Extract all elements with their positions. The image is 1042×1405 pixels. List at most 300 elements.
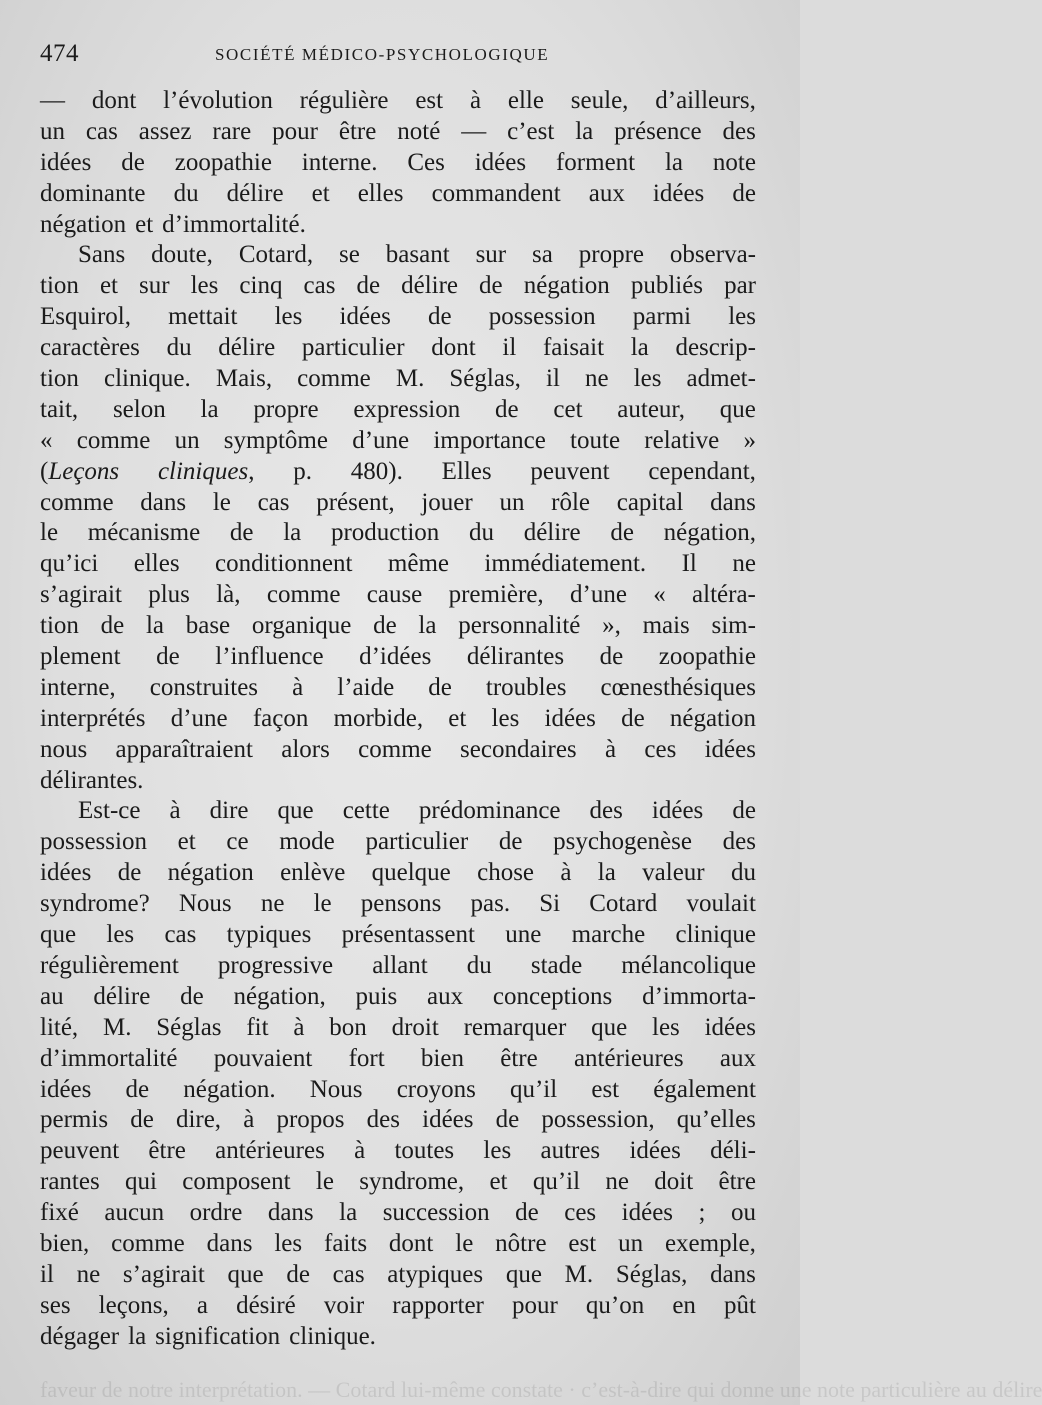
word: comme: [297, 365, 371, 393]
word: de: [498, 828, 523, 856]
word: faisait: [542, 334, 605, 362]
word: à: [604, 735, 617, 763]
text-line: [40, 1291, 756, 1322]
word: dire: [209, 797, 249, 825]
word: qu’on: [585, 1291, 645, 1319]
word: mécanisme: [87, 519, 201, 547]
word: il: [502, 334, 517, 362]
word: Sans: [78, 241, 126, 269]
word: un: [618, 1229, 644, 1257]
word: d’idées: [359, 643, 432, 671]
word: de: [130, 1106, 154, 1134]
word: sur: [139, 272, 170, 300]
word: dont: [91, 87, 137, 114]
word: autres: [540, 1137, 601, 1165]
word: immédiatement.: [484, 550, 647, 578]
word: rôle: [551, 488, 591, 516]
word: basant: [385, 241, 450, 269]
text-line: [40, 364, 756, 395]
word: comme: [111, 1229, 185, 1257]
word: déli-: [710, 1137, 756, 1165]
word: ordre: [189, 1199, 243, 1227]
word: bon: [329, 1013, 367, 1041]
word: propre: [578, 241, 645, 269]
word: cet: [553, 395, 583, 423]
word: à: [169, 797, 181, 825]
word: M.: [564, 1260, 594, 1288]
word: Séglas,: [449, 365, 521, 393]
text-line: [40, 117, 756, 148]
word: interprétés: [40, 704, 146, 732]
word: cette: [342, 797, 390, 825]
text-line: [40, 395, 756, 426]
running-title: SOCIÉTÉ MÉDICO-PSYCHOLOGIQUE: [215, 45, 550, 64]
word: jouer: [421, 488, 473, 516]
word: négation.: [183, 1075, 276, 1103]
text-line: [40, 86, 756, 117]
word: à: [292, 673, 304, 701]
word: la: [339, 1199, 358, 1227]
word: rantes: [40, 1168, 100, 1196]
word: cinq: [239, 272, 283, 300]
word: des: [366, 1106, 400, 1134]
word: nôtre: [495, 1229, 547, 1257]
word: l’aide: [337, 673, 395, 701]
word: cas: [257, 488, 290, 516]
word: de: [495, 1106, 520, 1134]
word: mélancolique: [621, 951, 756, 979]
word: négation,: [233, 982, 326, 1010]
text-line: [40, 1167, 756, 1198]
word: idées: [621, 1199, 674, 1227]
page-number: 474: [40, 40, 79, 67]
text-line: [40, 179, 756, 210]
word: ses: [40, 1291, 71, 1319]
text-line: [40, 1044, 756, 1075]
word: particulier: [365, 828, 469, 856]
word: voulait: [686, 890, 756, 918]
word: de: [599, 643, 624, 671]
word: Mais,: [215, 365, 273, 393]
word: interne,: [40, 673, 116, 701]
word: d’ailleurs,: [655, 87, 756, 114]
word: forment: [555, 148, 636, 176]
word: il: [546, 365, 560, 393]
word: façon: [252, 704, 309, 732]
word: idées: [422, 1106, 474, 1134]
word: Elles: [441, 457, 492, 485]
text-line: [40, 1075, 756, 1106]
word: la: [200, 395, 219, 423]
word: présent,: [316, 488, 395, 516]
word: expression: [353, 395, 461, 423]
word: ne: [732, 550, 756, 578]
word: de: [125, 1075, 150, 1103]
word: ces: [564, 1199, 597, 1227]
word: de: [610, 519, 634, 547]
text-line: [40, 827, 756, 858]
word: dire,: [175, 1106, 222, 1134]
word: tion: [40, 612, 79, 640]
word: que: [227, 1260, 264, 1288]
word: le: [315, 1168, 334, 1196]
word: rare: [212, 117, 252, 145]
word: idées: [40, 1075, 92, 1103]
word: du: [466, 951, 492, 979]
text-line: [40, 1322, 756, 1353]
word: la: [575, 117, 594, 145]
word: elles: [133, 550, 180, 578]
word: —: [461, 117, 487, 145]
text-line: [40, 858, 756, 889]
word: de: [373, 612, 397, 640]
word: s’agirait: [40, 581, 122, 609]
text-line: [40, 951, 756, 982]
word: mais: [642, 612, 690, 640]
word: capital: [616, 488, 684, 516]
word: qu’il: [532, 1168, 581, 1196]
word: de: [495, 395, 519, 423]
word: première,: [448, 581, 544, 609]
word: se: [339, 241, 360, 269]
word: sur: [475, 241, 507, 269]
word: mode: [279, 828, 335, 856]
word: personnalité: [458, 612, 581, 640]
word: il: [40, 1260, 54, 1288]
word: cas: [303, 272, 336, 300]
word: ce: [226, 828, 249, 856]
word: zoopathie: [658, 643, 756, 671]
word: le: [40, 519, 59, 547]
word: bien,: [40, 1229, 90, 1257]
word: dans: [267, 1199, 314, 1227]
show-through-text: faveur de notre interprétation. — Cotard lui-même constate · c’est-à-dire qui donne une note particulière au délire: [40, 1377, 1042, 1402]
word: dont: [431, 334, 476, 362]
word: que: [591, 1013, 628, 1041]
word: syndrome?: [40, 890, 150, 918]
word: p.: [293, 457, 312, 485]
word: Séglas,: [615, 1260, 688, 1288]
word: du: [730, 859, 756, 887]
word: admet-: [686, 365, 756, 393]
word: cas: [164, 921, 197, 949]
word: faits: [324, 1229, 368, 1257]
word: de: [428, 673, 452, 701]
word: à: [354, 1137, 366, 1165]
word: être: [338, 117, 377, 145]
word: Si: [539, 890, 561, 918]
italic-title: Leçons: [48, 457, 120, 485]
word: leçons,: [98, 1291, 169, 1319]
word: les: [491, 704, 520, 732]
word: à: [243, 1106, 255, 1134]
word: voir: [323, 1291, 365, 1319]
word: elle: [507, 87, 544, 114]
word: plus: [148, 581, 190, 609]
word: possession,: [541, 1106, 655, 1134]
word: note: [712, 148, 756, 176]
word: clinique: [675, 921, 756, 949]
text-line: [40, 982, 756, 1013]
word: la: [418, 612, 437, 640]
word: psychogenèse: [553, 828, 692, 856]
text-line: [40, 796, 756, 827]
word: tion: [40, 272, 79, 300]
word: pour: [511, 1291, 558, 1319]
page-header: [40, 40, 760, 72]
word: M.: [395, 365, 425, 393]
word: cœnesthésiques: [600, 673, 756, 701]
word: un: [40, 117, 65, 145]
word: de: [732, 797, 756, 825]
word: est: [568, 1229, 597, 1257]
word: comme: [76, 426, 151, 454]
word: organique: [251, 612, 352, 640]
word: idées: [652, 179, 705, 207]
word: conceptions: [492, 982, 613, 1010]
word: délire: [226, 179, 284, 207]
word: morbide,: [333, 704, 424, 732]
word: remarquer: [463, 1013, 567, 1041]
word: idées: [629, 1137, 681, 1165]
word: seule,: [570, 87, 629, 114]
word: syndrome,: [359, 1168, 465, 1196]
text-line: [40, 333, 756, 364]
text-line: [40, 704, 756, 735]
italic-title: cliniques: [157, 457, 249, 485]
word: les: [274, 1229, 303, 1257]
word: conditionnent: [215, 550, 353, 578]
word: bien: [420, 1044, 464, 1072]
word: antérieures: [573, 1044, 684, 1072]
word: clinique.: [103, 365, 191, 393]
word: cas: [332, 1260, 365, 1288]
word: mettait: [168, 303, 238, 331]
word: selon: [112, 395, 166, 423]
word: sim-: [711, 612, 756, 640]
word: les: [190, 272, 219, 300]
word: auteur,: [617, 395, 686, 423]
word: relative: [644, 426, 720, 454]
word: de: [117, 859, 142, 887]
word: tait,: [40, 395, 79, 423]
word: être: [718, 1168, 756, 1196]
word: allant: [372, 951, 428, 979]
word: délire: [523, 519, 581, 547]
word: délire: [401, 272, 459, 300]
word: stade: [530, 951, 583, 979]
word: négation: [523, 272, 610, 300]
word: les: [274, 303, 303, 331]
word: de: [286, 1260, 310, 1288]
word: Séglas: [156, 1013, 222, 1041]
word: atypiques: [387, 1260, 484, 1288]
word: importance: [433, 426, 546, 454]
text-line: [40, 673, 756, 704]
word: ces: [644, 735, 677, 763]
word: qu’elles: [676, 1106, 756, 1134]
word: plement: [40, 643, 121, 671]
word: cliniques,: [158, 457, 255, 488]
word: 480).: [350, 457, 403, 485]
word: pour: [272, 117, 318, 145]
word: et: [177, 828, 196, 856]
text-line: [40, 642, 756, 673]
word: les: [483, 1137, 512, 1165]
text-line: [40, 488, 756, 519]
word: des: [722, 828, 756, 856]
word: régulièrement: [40, 951, 179, 979]
word: propos: [276, 1106, 345, 1134]
word: ou: [730, 1199, 756, 1227]
word: de: [100, 612, 125, 640]
word: d’une: [570, 581, 627, 609]
word: être: [148, 1137, 186, 1165]
text-line: [40, 210, 756, 241]
word: à: [560, 859, 572, 887]
word: désiré: [236, 1291, 296, 1319]
word: des: [589, 797, 623, 825]
word: M.: [102, 1013, 132, 1041]
word: négation: [167, 859, 254, 887]
text-line: [40, 580, 756, 611]
text-line: [40, 889, 756, 920]
word: qui: [125, 1168, 157, 1196]
text-line: [40, 1198, 756, 1229]
text-line: [40, 1105, 756, 1136]
word: que: [505, 1260, 542, 1288]
word: de: [732, 179, 756, 207]
word: antérieures: [215, 1137, 325, 1165]
word: dans: [140, 488, 187, 516]
word: qu’il: [509, 1075, 558, 1103]
word: ne: [260, 890, 285, 918]
word: aucun: [104, 1199, 165, 1227]
word: le: [212, 488, 231, 516]
word: idées: [544, 704, 596, 732]
word: base: [185, 612, 231, 640]
word: par: [724, 272, 756, 300]
word: du: [166, 334, 192, 362]
word: les: [652, 1013, 680, 1041]
word: Nous: [178, 890, 232, 918]
word: permis: [40, 1106, 109, 1134]
word: alors: [281, 735, 330, 763]
word: et: [448, 704, 467, 732]
word: cas: [85, 117, 118, 145]
text-line: [40, 1229, 756, 1260]
word: tion: [40, 365, 79, 393]
word: progressive: [217, 951, 334, 979]
word: idées: [704, 735, 756, 763]
word: Esquirol,: [40, 303, 131, 331]
word: dans: [710, 1260, 756, 1288]
word: pensons: [360, 890, 442, 918]
body-text: [40, 86, 756, 1353]
word: possession: [40, 828, 147, 856]
word: et: [489, 1168, 508, 1196]
word: Ces: [407, 148, 445, 176]
word: prédominance: [418, 797, 561, 825]
word: régulière: [299, 87, 389, 114]
word: construites: [149, 673, 259, 701]
text-line: [40, 735, 756, 766]
word: de: [156, 643, 180, 671]
word: interne.: [301, 148, 378, 176]
word: négation: [40, 210, 127, 238]
word: d’une: [170, 704, 228, 732]
word: nous: [40, 735, 88, 763]
word: dominante: [40, 179, 146, 207]
word: dans: [710, 488, 756, 516]
word: troubles: [485, 673, 567, 701]
word: la: [597, 859, 616, 887]
word: délire: [218, 334, 276, 362]
word: les: [633, 365, 662, 393]
word: signification: [155, 1322, 281, 1350]
word: propre: [253, 395, 319, 423]
word: négation: [669, 704, 756, 732]
word: dégager: [40, 1322, 120, 1350]
word: les: [728, 303, 756, 331]
word: Nous: [309, 1075, 363, 1103]
word: rapporter: [392, 1291, 484, 1319]
word: la: [128, 1322, 147, 1350]
word: enlève: [280, 859, 346, 887]
word: croyons: [396, 1075, 476, 1103]
word: aux: [427, 982, 464, 1010]
word: de: [121, 148, 145, 176]
word: typiques: [226, 921, 312, 949]
word: idées: [651, 797, 704, 825]
word: idées: [40, 859, 92, 887]
word: dont: [388, 1229, 434, 1257]
word: un: [174, 426, 200, 454]
word: composent: [182, 1168, 291, 1196]
text-line: [40, 766, 756, 797]
word: être: [500, 1044, 538, 1072]
word: la: [283, 519, 302, 547]
word: de: [621, 704, 645, 732]
word: que: [40, 921, 77, 949]
word: le: [455, 1229, 474, 1257]
word: Est-ce: [78, 797, 141, 825]
word: droit: [391, 1013, 439, 1041]
word: (Leçons: [40, 457, 119, 488]
word: a: [196, 1291, 208, 1319]
text-line: [40, 240, 756, 271]
word: que: [719, 395, 756, 423]
word: d’une: [352, 426, 410, 454]
word: qu’ici: [40, 550, 99, 578]
word: idées: [40, 148, 92, 176]
word: délire: [93, 982, 151, 1010]
word: pas.: [470, 890, 511, 918]
word: délirantes: [466, 643, 565, 671]
text-line: [40, 611, 756, 642]
word: c’est: [507, 117, 555, 145]
word: et: [99, 272, 118, 300]
word: commandent: [431, 179, 561, 207]
word: est: [415, 87, 444, 114]
text-line: [40, 302, 756, 333]
word: du: [469, 519, 494, 547]
word: également: [653, 1075, 756, 1103]
word: la: [145, 612, 164, 640]
word: exemple,: [664, 1229, 756, 1257]
word: observa-: [669, 241, 756, 269]
word: s’agirait: [122, 1260, 205, 1288]
